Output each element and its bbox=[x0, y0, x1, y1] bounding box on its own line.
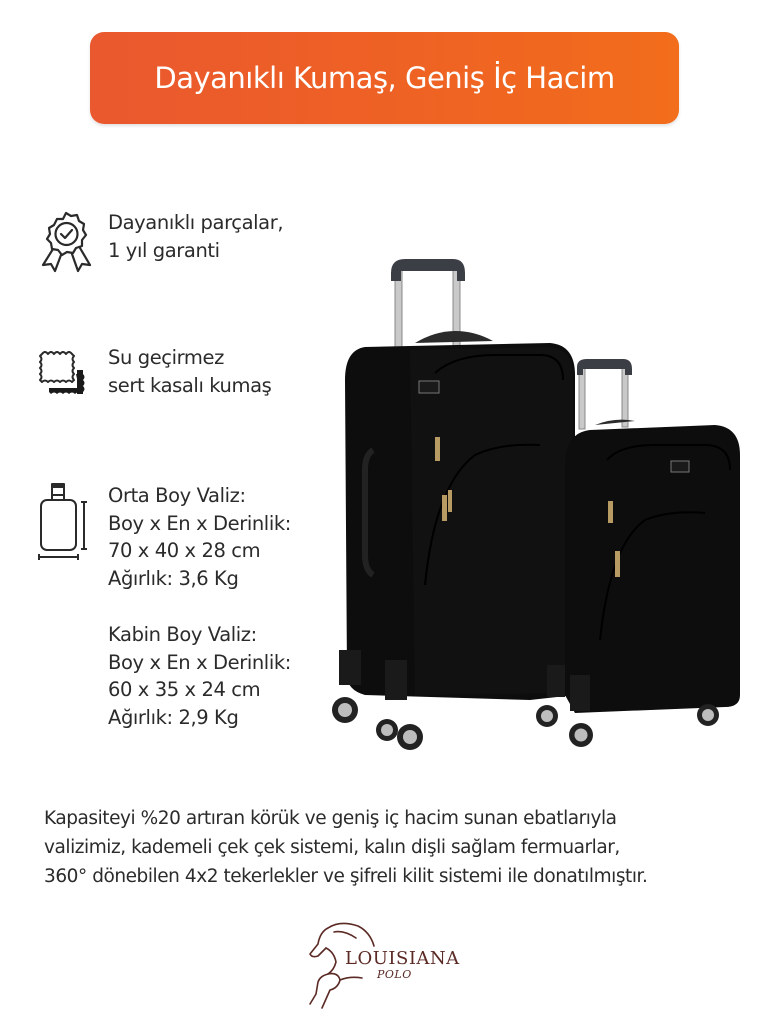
header-banner bbox=[90, 32, 679, 124]
page-title: Dayanıklı Kumaş, Geniş İç Hacim bbox=[154, 61, 615, 95]
spec-dimension-label: Boy x En x Derinlik: bbox=[108, 511, 291, 535]
feature-warranty bbox=[36, 209, 283, 279]
spec-title: Orta Boy Valiz: bbox=[108, 484, 246, 507]
spec-medium bbox=[108, 482, 291, 592]
feature-line: Su geçirmez bbox=[108, 346, 224, 369]
spec-cabin bbox=[108, 621, 291, 731]
brand-logo bbox=[300, 918, 475, 1013]
spec-dimension-label: Boy x En x Derinlik: bbox=[108, 650, 291, 674]
brand-title: LOUISIANA bbox=[345, 948, 460, 969]
description-line: valizimiz, kademeli çek çek sistemi, kalın dişli sağlam fermuarlar, bbox=[44, 837, 620, 858]
brand-name bbox=[345, 948, 460, 981]
product-description bbox=[44, 804, 744, 891]
suitcase-small bbox=[565, 420, 740, 713]
feature-line: sert kasalı kumaş bbox=[108, 373, 272, 397]
spec-weight: Ağırlık: 2,9 Kg bbox=[108, 705, 239, 729]
feature-line: 1 yıl garanti bbox=[108, 238, 220, 262]
spec-weight: Ağırlık: 3,6 Kg bbox=[108, 566, 239, 590]
suitcase-dimensions-icon bbox=[36, 482, 96, 572]
fabric-swatch-icon bbox=[36, 344, 96, 414]
product-image bbox=[325, 255, 745, 755]
feature-text bbox=[108, 344, 271, 399]
award-badge-icon bbox=[36, 209, 96, 279]
telescopic-handle-small bbox=[577, 359, 632, 429]
description-line: Kapasiteyi %20 artıran körük ve geniş iç hacim sunan ebatlarıyla bbox=[44, 808, 617, 829]
spec-title: Kabin Boy Valiz: bbox=[108, 623, 257, 646]
description-line: 360° dönebilen 4x2 tekerlekler ve şifreli kilit sistemi ile donatılmıştır. bbox=[44, 866, 648, 887]
brand-subtitle: POLO bbox=[377, 968, 412, 981]
suitcase-large bbox=[345, 331, 575, 700]
feature-line: Dayanıklı parçalar, bbox=[108, 211, 284, 234]
feature-dimensions bbox=[36, 482, 291, 760]
feature-text bbox=[108, 209, 283, 264]
spec-dimensions: 70 x 40 x 28 cm bbox=[108, 539, 261, 562]
spec-dimensions: 60 x 35 x 24 cm bbox=[108, 678, 261, 701]
feature-fabric bbox=[36, 344, 271, 414]
specs-text bbox=[108, 482, 291, 760]
